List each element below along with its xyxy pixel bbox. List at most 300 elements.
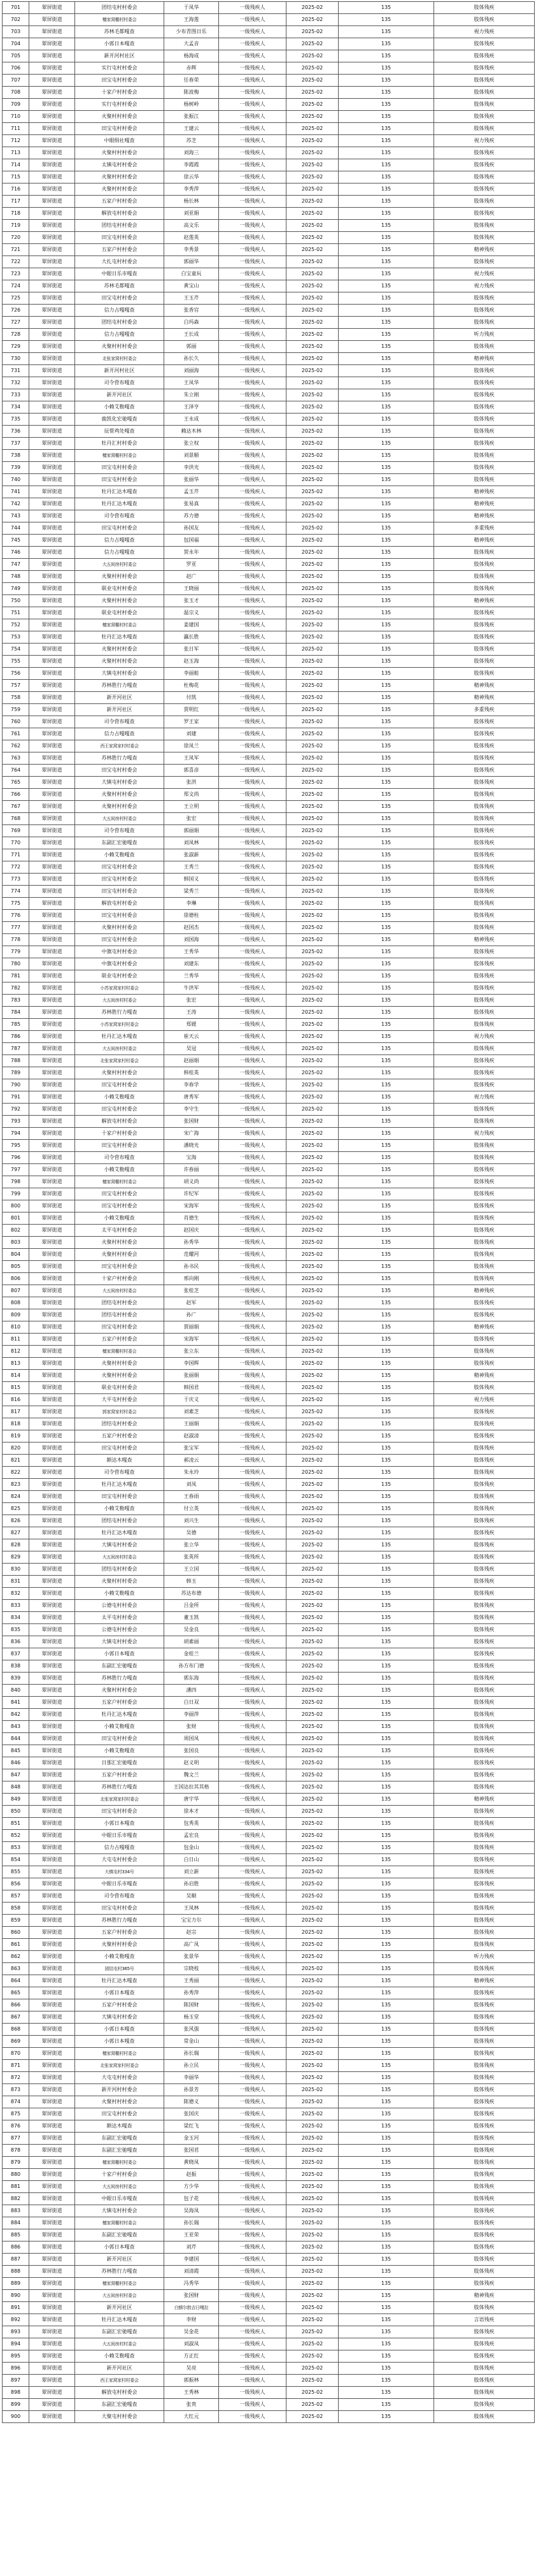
payment-month-cell: 2025-02	[286, 1685, 339, 1697]
table-row	[3, 2375, 535, 2387]
street-name-cell: 翠屏街道	[29, 1370, 75, 1382]
allowance-amount-cell: 135	[339, 1225, 434, 1237]
payment-month-cell: 2025-02	[286, 1297, 339, 1309]
street-name-cell: 翠屏街道	[29, 2157, 75, 2169]
disability-type-cell: 肢体残疾	[434, 1455, 535, 1467]
allowance-amount-cell: 135	[339, 1818, 434, 1830]
street-name-cell: 翠屏街道	[29, 244, 75, 256]
allowance-amount-cell: 135	[339, 159, 434, 171]
village-committee-cell: 团结屯村村委会	[75, 1297, 164, 1309]
disability-type-cell: 肢体残疾	[434, 2241, 535, 2254]
street-name-cell: 翠屏街道	[29, 1987, 75, 1999]
village-committee-cell: 苏林胜行力嘎查	[75, 752, 164, 765]
table-row	[3, 1903, 535, 1915]
table-row	[3, 1297, 535, 1309]
payment-month-cell: 2025-02	[286, 1406, 339, 1418]
table-row	[3, 1091, 535, 1104]
table-row	[3, 1237, 535, 1249]
payment-month-cell: 2025-02	[286, 716, 339, 728]
disability-type-cell: 肢体残疾	[434, 1612, 535, 1624]
payment-month-cell: 2025-02	[286, 1757, 339, 1769]
disability-grade-cell: 一级残疾人	[219, 752, 286, 765]
allowance-amount-cell: 135	[339, 607, 434, 619]
person-name-cell: 李秀景	[164, 244, 219, 256]
row-number-cell: 895	[3, 2350, 29, 2363]
person-name-cell: 白宝童玩	[164, 268, 219, 280]
disability-type-cell: 肢体残疾	[434, 1491, 535, 1503]
payment-month-cell: 2025-02	[286, 1031, 339, 1043]
payment-month-cell: 2025-02	[286, 2290, 339, 2302]
allowance-amount-cell: 135	[339, 2157, 434, 2169]
street-name-cell: 翠屏街道	[29, 861, 75, 874]
village-committee-cell: 小赖艾勒嘎查	[75, 1588, 164, 1600]
allowance-amount-cell: 135	[339, 1806, 434, 1818]
disability-grade-cell: 一级残疾人	[219, 1624, 286, 1636]
disability-type-cell: 肢体残疾	[434, 2084, 535, 2096]
row-number-cell: 739	[3, 462, 29, 474]
village-committee-cell: 小郭日本嘎查	[75, 1818, 164, 1830]
payment-month-cell: 2025-02	[286, 2411, 339, 2423]
row-number-cell: 813	[3, 1358, 29, 1370]
disability-type-cell: 肢体残疾	[434, 765, 535, 777]
row-number-cell: 792	[3, 1104, 29, 1116]
row-number-cell: 729	[3, 341, 29, 353]
street-name-cell: 翠屏街道	[29, 171, 75, 183]
table-row	[3, 87, 535, 99]
table-row	[3, 1721, 535, 1733]
payment-month-cell: 2025-02	[286, 389, 339, 401]
table-row	[3, 619, 535, 631]
person-name-cell: 赵莲英	[164, 232, 219, 244]
disability-grade-cell: 一级残疾人	[219, 1927, 286, 1939]
disability-grade-cell: 一级残疾人	[219, 1200, 286, 1212]
village-committee-cell: 司令营布嘎查	[75, 1152, 164, 1164]
disability-grade-cell: 一级残疾人	[219, 220, 286, 232]
person-name-cell: 王亚荣	[164, 2229, 219, 2241]
row-number-cell: 736	[3, 426, 29, 438]
person-name-cell: 范耀河	[164, 1249, 219, 1261]
disability-grade-cell: 一级残疾人	[219, 1043, 286, 1055]
disability-type-cell: 肢体残疾	[434, 1660, 535, 1673]
row-number-cell: 716	[3, 183, 29, 196]
payment-month-cell: 2025-02	[286, 510, 339, 522]
village-committee-cell: 联业屯村村委会	[75, 1382, 164, 1394]
village-committee-cell: 田宝屯村村委会	[75, 1733, 164, 1745]
disability-grade-cell: 一级残疾人	[219, 522, 286, 535]
allowance-amount-cell: 135	[339, 474, 434, 486]
person-name-cell: 徐凤兰	[164, 740, 219, 752]
person-name-cell: 孙长瑞	[164, 2217, 219, 2229]
street-name-cell: 翠屏街道	[29, 292, 75, 305]
row-number-cell: 870	[3, 2048, 29, 2060]
disability-type-cell: 肢体残疾	[434, 1104, 535, 1116]
disability-grade-cell: 一级残疾人	[219, 765, 286, 777]
table-row	[3, 450, 535, 462]
row-number-cell: 862	[3, 1951, 29, 1963]
disability-grade-cell: 一级残疾人	[219, 2120, 286, 2133]
table-row	[3, 1285, 535, 1297]
village-committee-cell: 火聚村村村委会	[75, 1685, 164, 1697]
disability-grade-cell: 一级残疾人	[219, 244, 286, 256]
table-row	[3, 2048, 535, 2060]
row-number-cell: 854	[3, 1854, 29, 1866]
payment-month-cell: 2025-02	[286, 426, 339, 438]
village-committee-cell: 大镇屯村村委会	[75, 668, 164, 680]
disability-type-cell: 肢体残疾	[434, 1043, 535, 1055]
person-name-cell: 张易真	[164, 498, 219, 510]
disability-grade-cell: 一级残疾人	[219, 75, 286, 87]
table-row	[3, 135, 535, 147]
street-name-cell: 翠屏街道	[29, 220, 75, 232]
allowance-amount-cell: 135	[339, 1564, 434, 1576]
allowance-amount-cell: 135	[339, 208, 434, 220]
disability-grade-cell: 一级残疾人	[219, 1564, 286, 1576]
disability-grade-cell: 一级残疾人	[219, 196, 286, 208]
street-name-cell: 翠屏街道	[29, 1079, 75, 1091]
person-name-cell: 赵义明	[164, 1757, 219, 1769]
person-name-cell: 王海莲	[164, 14, 219, 26]
village-committee-cell: 解放屯村村委会	[75, 2387, 164, 2399]
disability-grade-cell: 一级残疾人	[219, 1975, 286, 1987]
payment-month-cell: 2025-02	[286, 874, 339, 886]
row-number-cell: 898	[3, 2387, 29, 2399]
table-row	[3, 1261, 535, 1273]
street-name-cell: 翠屏街道	[29, 995, 75, 1007]
street-name-cell: 翠屏街道	[29, 111, 75, 123]
disability-grade-cell: 一级残疾人	[219, 2399, 286, 2411]
row-number-cell: 863	[3, 1963, 29, 1975]
disability-type-cell: 肢体残疾	[434, 1600, 535, 1612]
disability-grade-cell: 一级残疾人	[219, 2072, 286, 2084]
street-name-cell: 翠屏街道	[29, 583, 75, 595]
payment-month-cell: 2025-02	[286, 1806, 339, 1818]
village-committee-cell: 中眼日乐市嘎查	[75, 268, 164, 280]
row-number-cell: 814	[3, 1370, 29, 1382]
disability-grade-cell: 一级残疾人	[219, 1878, 286, 1890]
person-name-cell: 孟玉芹	[164, 486, 219, 498]
village-committee-cell: 新开河社区	[75, 389, 164, 401]
payment-month-cell: 2025-02	[286, 414, 339, 426]
allowance-amount-cell: 135	[339, 777, 434, 789]
village-committee-cell: 牡丹汇达木嘎查	[75, 498, 164, 510]
allowance-amount-cell: 135	[339, 2120, 434, 2133]
street-name-cell: 翠屏街道	[29, 2302, 75, 2314]
row-number-cell: 794	[3, 1128, 29, 1140]
street-name-cell: 翠屏街道	[29, 1915, 75, 1927]
payment-month-cell: 2025-02	[286, 1648, 339, 1660]
person-name-cell: 少布青图日乐	[164, 26, 219, 38]
street-name-cell: 翠屏街道	[29, 1043, 75, 1055]
disability-type-cell: 肢体残疾	[434, 849, 535, 861]
row-number-cell: 733	[3, 389, 29, 401]
payment-month-cell: 2025-02	[286, 668, 339, 680]
disability-type-cell: 肢体残疾	[434, 1430, 535, 1443]
village-committee-cell: 北张家窝家村村委会	[75, 1794, 164, 1806]
allowance-amount-cell: 135	[339, 1334, 434, 1346]
street-name-cell: 翠屏街道	[29, 1479, 75, 1491]
row-number-cell: 821	[3, 1455, 29, 1467]
person-name-cell: 郭丽	[164, 341, 219, 353]
village-committee-cell: 大五间房村村委会	[75, 2181, 164, 2193]
village-committee-cell: 大镇屯村村委会	[75, 1539, 164, 1551]
payment-month-cell: 2025-02	[286, 1455, 339, 1467]
disability-grade-cell: 一级残疾人	[219, 305, 286, 317]
row-number-cell: 808	[3, 1297, 29, 1309]
village-committee-cell: 团结屯村村委会	[75, 1418, 164, 1430]
disability-grade-cell: 一级残疾人	[219, 2, 286, 14]
person-name-cell: 许纪军	[164, 1188, 219, 1200]
payment-month-cell: 2025-02	[286, 1503, 339, 1515]
street-name-cell: 翠屏街道	[29, 1854, 75, 1866]
disability-type-cell: 肢体残疾	[434, 159, 535, 171]
disability-type-cell: 肢体残疾	[434, 1309, 535, 1321]
street-name-cell: 翠屏街道	[29, 1104, 75, 1116]
disability-type-cell: 肢体残疾	[434, 1878, 535, 1890]
table-row	[3, 2133, 535, 2145]
row-number-cell: 750	[3, 595, 29, 607]
disability-grade-cell: 一级残疾人	[219, 2411, 286, 2423]
row-number-cell: 887	[3, 2254, 29, 2266]
village-committee-cell: 火聚村村村委会	[75, 2096, 164, 2108]
payment-month-cell: 2025-02	[286, 2060, 339, 2072]
person-name-cell: 张丽娟	[164, 1370, 219, 1382]
payment-month-cell: 2025-02	[286, 1673, 339, 1685]
table-row	[3, 1455, 535, 1467]
payment-month-cell: 2025-02	[286, 1019, 339, 1031]
disability-type-cell: 肢体残疾	[434, 1769, 535, 1781]
table-row	[3, 1673, 535, 1685]
table-row	[3, 2399, 535, 2411]
disability-grade-cell: 一级残疾人	[219, 1527, 286, 1539]
street-name-cell: 翠屏街道	[29, 389, 75, 401]
village-committee-cell: 十家户村村委会	[75, 87, 164, 99]
payment-month-cell: 2025-02	[286, 1830, 339, 1842]
payment-month-cell: 2025-02	[286, 486, 339, 498]
street-name-cell: 翠屏街道	[29, 1297, 75, 1309]
disability-grade-cell: 一级残疾人	[219, 171, 286, 183]
street-name-cell: 翠屏街道	[29, 1491, 75, 1503]
person-name-cell: 刘凤	[164, 1479, 219, 1491]
disability-grade-cell: 一级残疾人	[219, 716, 286, 728]
person-name-cell: 包金山	[164, 1842, 219, 1854]
disability-grade-cell: 一级残疾人	[219, 1673, 286, 1685]
row-number-cell: 817	[3, 1406, 29, 1418]
disability-type-cell: 肢体残疾	[434, 1830, 535, 1842]
village-committee-cell: 团结屯村365号	[75, 1963, 164, 1975]
table-row	[3, 1321, 535, 1334]
allowance-amount-cell: 135	[339, 1963, 434, 1975]
street-name-cell: 翠屏街道	[29, 1975, 75, 1987]
disability-type-cell: 肢体残疾	[434, 982, 535, 995]
street-name-cell: 翠屏街道	[29, 619, 75, 631]
person-name-cell: 王晓丽	[164, 583, 219, 595]
person-name-cell: 陈国财	[164, 1999, 219, 2011]
row-number-cell: 741	[3, 486, 29, 498]
allowance-amount-cell: 135	[339, 1273, 434, 1285]
row-number-cell: 795	[3, 1140, 29, 1152]
street-name-cell: 翠屏街道	[29, 874, 75, 886]
street-name-cell: 翠屏街道	[29, 1321, 75, 1334]
person-name-cell: 唐秀军	[164, 1091, 219, 1104]
allowance-amount-cell: 135	[339, 1249, 434, 1261]
disability-grade-cell: 一级残疾人	[219, 26, 286, 38]
person-name-cell: 苏达布德	[164, 1588, 219, 1600]
row-number-cell: 779	[3, 946, 29, 958]
disability-type-cell: 肢体残疾	[434, 474, 535, 486]
disability-type-cell: 肢体残疾	[434, 1237, 535, 1249]
allowance-amount-cell: 135	[339, 256, 434, 268]
village-committee-cell: 田宝屯村村委会	[75, 861, 164, 874]
person-name-cell: 罗亚	[164, 559, 219, 571]
disability-grade-cell: 一级残疾人	[219, 922, 286, 934]
table-row	[3, 728, 535, 740]
disability-grade-cell: 一级残疾人	[219, 2326, 286, 2338]
street-name-cell: 翠屏街道	[29, 1539, 75, 1551]
street-name-cell: 翠屏街道	[29, 2399, 75, 2411]
disability-grade-cell: 一级残疾人	[219, 2011, 286, 2024]
street-name-cell: 翠屏街道	[29, 535, 75, 547]
table-row	[3, 147, 535, 159]
disability-type-cell: 肢体残疾	[434, 75, 535, 87]
row-number-cell: 867	[3, 2011, 29, 2024]
disability-type-cell: 肢体残疾	[434, 2036, 535, 2048]
street-name-cell: 翠屏街道	[29, 849, 75, 861]
person-name-cell: 张丽华	[164, 474, 219, 486]
row-number-cell: 753	[3, 631, 29, 644]
person-name-cell: 孙秀华	[164, 1237, 219, 1249]
person-name-cell: 王凤军	[164, 752, 219, 765]
row-number-cell: 777	[3, 922, 29, 934]
village-committee-cell: 公德屯村村委会	[75, 1624, 164, 1636]
row-number-cell: 864	[3, 1975, 29, 1987]
village-committee-cell: 十家户村村委会	[75, 1128, 164, 1140]
person-name-cell: 李国辉	[164, 1358, 219, 1370]
street-name-cell: 翠屏街道	[29, 595, 75, 607]
row-number-cell: 755	[3, 656, 29, 668]
allowance-amount-cell: 135	[339, 2108, 434, 2120]
village-committee-cell: 苏林胜行力嘎查	[75, 1781, 164, 1794]
row-number-cell: 826	[3, 1515, 29, 1527]
table-row	[3, 595, 535, 607]
row-number-cell: 800	[3, 1200, 29, 1212]
payment-month-cell: 2025-02	[286, 970, 339, 982]
disability-grade-cell: 一级残疾人	[219, 982, 286, 995]
row-number-cell: 877	[3, 2133, 29, 2145]
row-number-cell: 710	[3, 111, 29, 123]
allowance-amount-cell: 135	[339, 752, 434, 765]
row-number-cell: 730	[3, 353, 29, 365]
disability-grade-cell: 一级残疾人	[219, 777, 286, 789]
disability-type-cell: 视力残疾	[434, 135, 535, 147]
person-name-cell: 张宏	[164, 995, 219, 1007]
allowance-amount-cell: 135	[339, 2133, 434, 2145]
person-name-cell: 赵军	[164, 1297, 219, 1309]
allowance-amount-cell: 135	[339, 1987, 434, 1999]
table-row	[3, 1188, 535, 1200]
allowance-amount-cell: 135	[339, 62, 434, 75]
village-committee-cell: 联业屯村村委会	[75, 607, 164, 619]
row-number-cell: 738	[3, 450, 29, 462]
disability-grade-cell: 一级残疾人	[219, 2338, 286, 2350]
street-name-cell: 翠屏街道	[29, 970, 75, 982]
table-row	[3, 171, 535, 183]
disability-type-cell: 肢体残疾	[434, 777, 535, 789]
person-name-cell: 杨海成	[164, 50, 219, 62]
street-name-cell: 翠屏街道	[29, 414, 75, 426]
village-committee-cell: 司令营布嘎查	[75, 1890, 164, 1903]
row-number-cell: 771	[3, 849, 29, 861]
person-name-cell: 贾丽娟	[164, 1321, 219, 1334]
table-row	[3, 510, 535, 522]
allowance-amount-cell: 135	[339, 1455, 434, 1467]
village-committee-cell: 实行屯村村委会	[75, 99, 164, 111]
row-number-cell: 744	[3, 522, 29, 535]
table-row	[3, 1854, 535, 1866]
person-name-cell: 李洪光	[164, 462, 219, 474]
payment-month-cell: 2025-02	[286, 2084, 339, 2096]
allowance-amount-cell: 135	[339, 813, 434, 825]
allowance-amount-cell: 135	[339, 1491, 434, 1503]
row-number-cell: 865	[3, 1987, 29, 1999]
payment-month-cell: 2025-02	[286, 2387, 339, 2399]
disability-grade-cell: 一级残疾人	[219, 1539, 286, 1551]
allowance-amount-cell: 135	[339, 1903, 434, 1915]
row-number-cell: 897	[3, 2375, 29, 2387]
disability-grade-cell: 一级残疾人	[219, 1697, 286, 1709]
disability-grade-cell: 一级残疾人	[219, 1455, 286, 1467]
table-row	[3, 2120, 535, 2133]
disability-type-cell: 肢体残疾	[434, 1588, 535, 1600]
person-name-cell: 朱永玲	[164, 1467, 219, 1479]
allowance-amount-cell: 135	[339, 1019, 434, 1031]
row-number-cell: 702	[3, 14, 29, 26]
person-name-cell: 许春丽	[164, 1164, 219, 1176]
row-number-cell: 889	[3, 2278, 29, 2290]
table-row	[3, 292, 535, 305]
disability-grade-cell: 一级残疾人	[219, 2084, 286, 2096]
disability-type-cell: 肢体残疾	[434, 898, 535, 910]
disability-type-cell: 肢体残疾	[434, 2205, 535, 2217]
payment-month-cell: 2025-02	[286, 1721, 339, 1733]
village-committee-cell: 田宝屯村村委会	[75, 1806, 164, 1818]
disability-grade-cell: 一级残疾人	[219, 1781, 286, 1794]
disability-type-cell: 肢体残疾	[434, 728, 535, 740]
disability-type-cell: 肢体残疾	[434, 1673, 535, 1685]
person-name-cell: 王秀林	[164, 2387, 219, 2399]
table-row	[3, 2157, 535, 2169]
payment-month-cell: 2025-02	[286, 1309, 339, 1321]
allowance-amount-cell: 135	[339, 220, 434, 232]
village-committee-cell: 太平屯村村委会	[75, 1225, 164, 1237]
row-number-cell: 842	[3, 1709, 29, 1721]
allowance-amount-cell: 135	[339, 1733, 434, 1745]
person-name-cell: 刘海三	[164, 147, 219, 159]
table-row	[3, 1152, 535, 1164]
village-committee-cell: 信力占嘎嘎查	[75, 547, 164, 559]
table-row	[3, 837, 535, 849]
disability-type-cell: 肢体残疾	[434, 668, 535, 680]
person-name-cell: 梁红飞	[164, 2120, 219, 2133]
row-number-cell: 746	[3, 547, 29, 559]
village-committee-cell: 北张家窝家村村委会	[75, 1055, 164, 1067]
person-name-cell: 吴金花	[164, 2326, 219, 2338]
disability-grade-cell: 一级残疾人	[219, 1890, 286, 1903]
row-number-cell: 797	[3, 1164, 29, 1176]
row-number-cell: 774	[3, 886, 29, 898]
disability-type-cell: 精神残疾	[434, 1285, 535, 1297]
table-row	[3, 2266, 535, 2278]
person-name-cell: 大红元	[164, 2411, 219, 2423]
